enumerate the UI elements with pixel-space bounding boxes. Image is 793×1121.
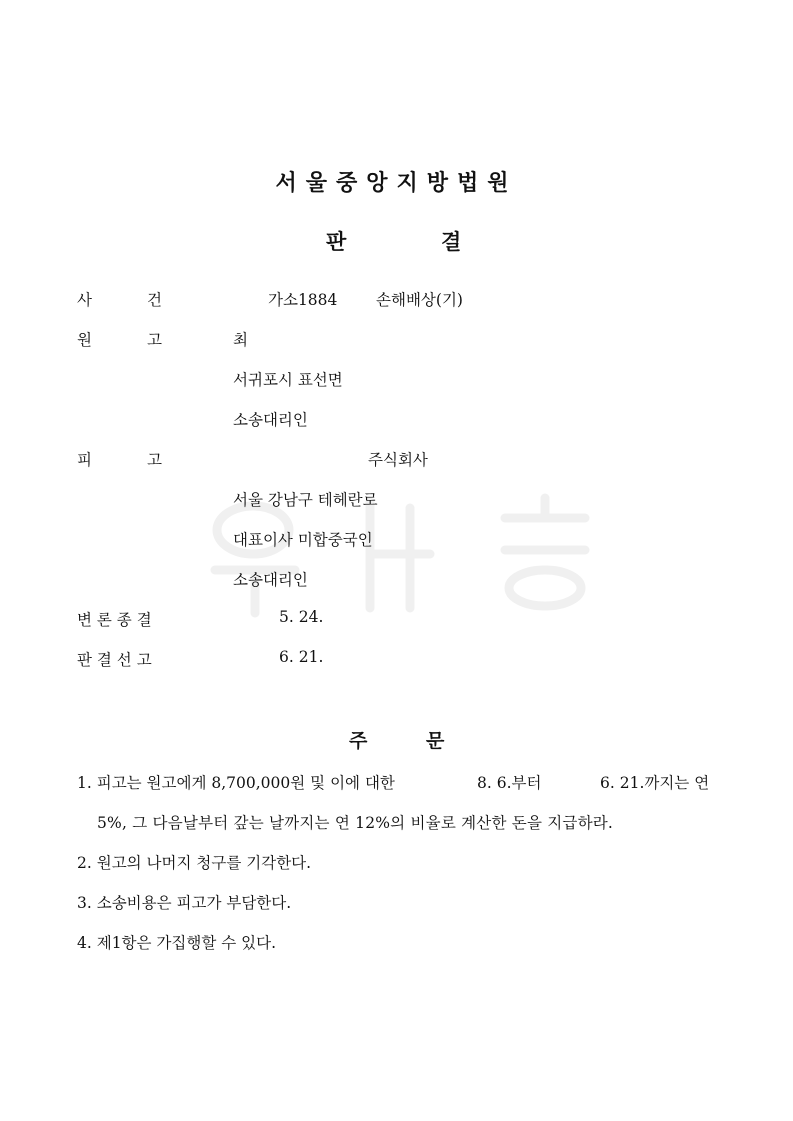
defendant-attorney: 소송대리인 <box>233 571 308 589</box>
doc-title-right: 결 <box>441 230 462 254</box>
case-label-2: 건 <box>147 291 162 309</box>
plaintiff-label-1: 원 <box>77 331 92 349</box>
order-item-1b: 8. 6.부터 <box>477 774 542 792</box>
order-item-3: 3. 소송비용은 피고가 부담한다. <box>77 894 292 912</box>
defendant-name: 주식회사 <box>368 451 428 469</box>
plaintiff-name: 최 <box>233 331 248 349</box>
order-title-right: 문 <box>426 730 445 752</box>
judgment-date: 6. 21. <box>279 648 324 666</box>
court-name: 서울중앙지방법원 <box>275 171 518 196</box>
case-name: 손해배상(기) <box>376 291 463 309</box>
defendant-address: 서울 강남구 테헤란로 <box>233 491 378 509</box>
order-item-1-line2: 5%, 그 다음날부터 갚는 날까지는 연 12%의 비율로 계산한 돈을 지급하라. <box>97 814 614 832</box>
order-title-left: 주 <box>349 730 368 752</box>
defendant-representative: 대표이사 미합중국인 <box>233 531 373 549</box>
order-item-2: 2. 원고의 나머지 청구를 기각한다. <box>77 854 312 872</box>
case-number: 가소1884 <box>268 291 338 309</box>
case-label-1: 사 <box>77 291 92 309</box>
plaintiff-attorney: 소송대리인 <box>233 411 308 429</box>
order-item-1a: 1. 피고는 원고에게 8,700,000원 및 이에 대한 <box>77 774 395 792</box>
hearing-end-label: 변 론 종 결 <box>77 611 152 629</box>
order-item-1c: 6. 21.까지는 연 <box>600 774 710 792</box>
defendant-label-2: 고 <box>147 451 162 469</box>
hearing-end-date: 5. 24. <box>279 608 324 626</box>
plaintiff-label-2: 고 <box>147 331 162 349</box>
judgment-date-label: 판 결 선 고 <box>77 651 152 669</box>
order-item-4: 4. 제1항은 가집행할 수 있다. <box>77 934 277 952</box>
defendant-label-1: 피 <box>77 451 92 469</box>
doc-title-left: 판 <box>326 230 347 254</box>
plaintiff-address: 서귀포시 표선면 <box>233 371 343 389</box>
